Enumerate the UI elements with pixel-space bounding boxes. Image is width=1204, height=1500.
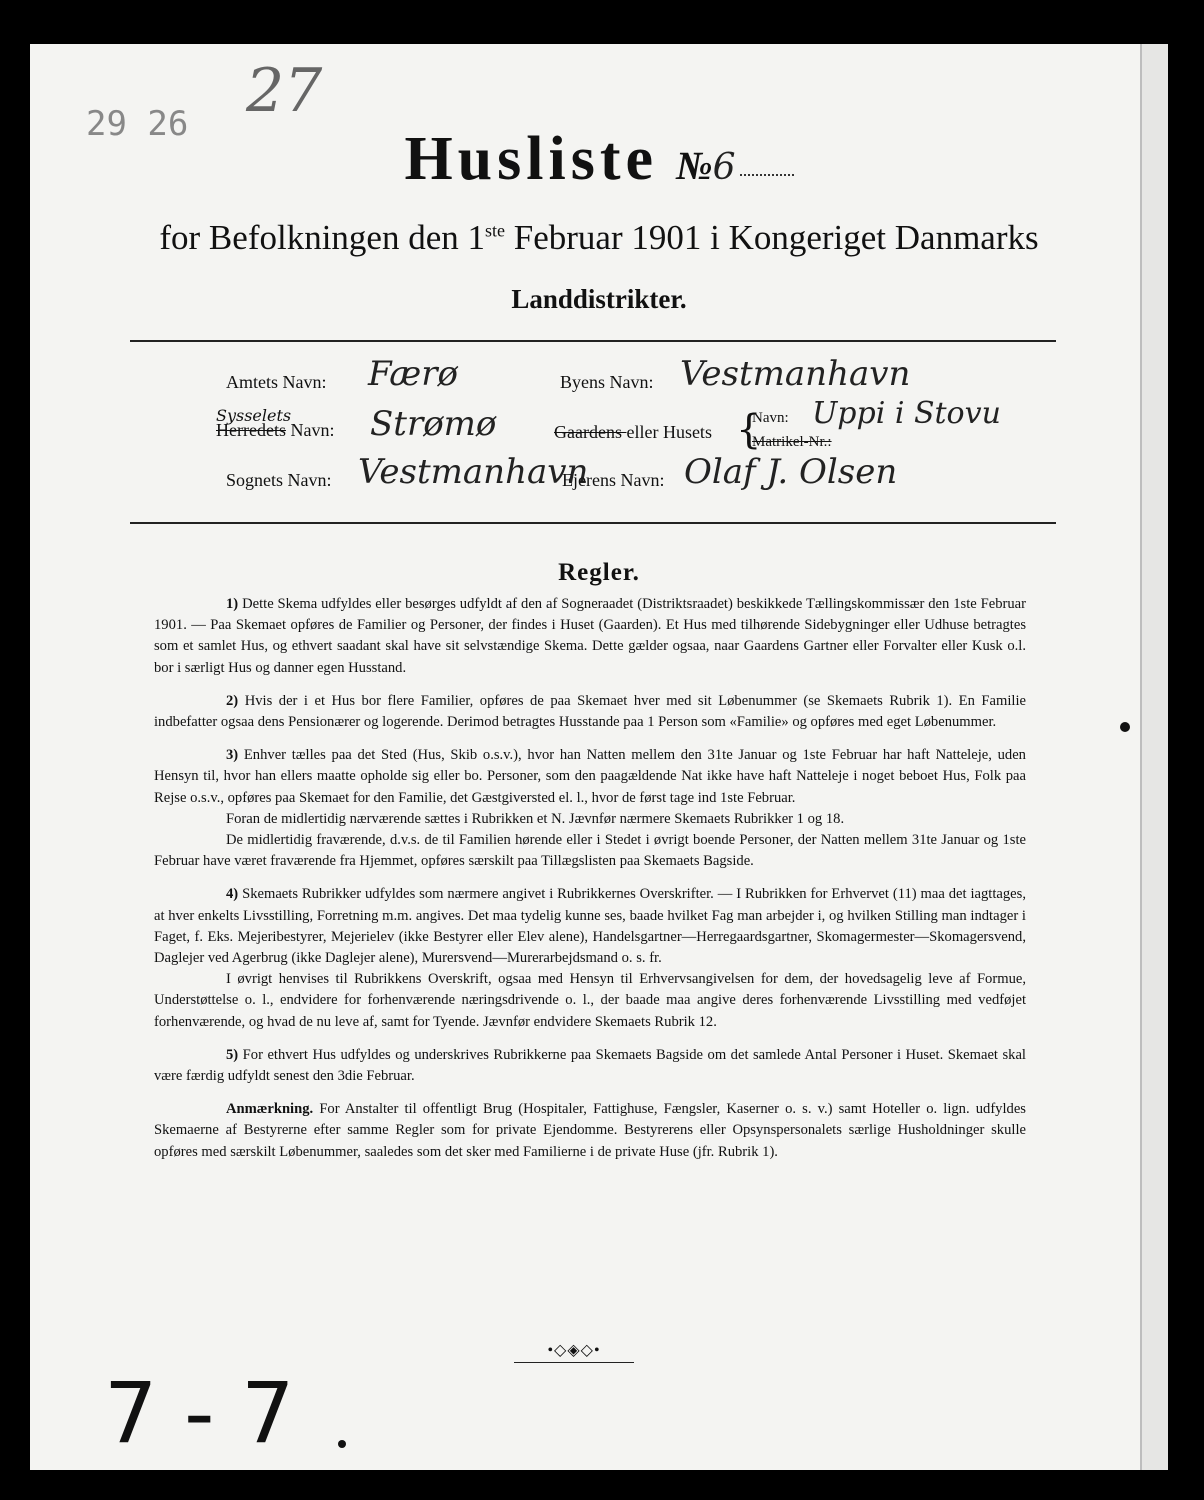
ejer-label: Ejerens Navn: bbox=[562, 470, 665, 490]
handwritten-archive-number: 27 bbox=[246, 56, 323, 126]
district-label: Landdistrikter. bbox=[511, 284, 687, 314]
number-mark: № bbox=[676, 143, 713, 188]
rule-3-c: De midlertidig fraværende, d.v.s. de til Familien hørende eller i Stedet i øvrigt boende Personer, der Natten mellem 31te Januar og 1ste Februar have været fraværende fra Hjemmet, opføres særskilt paa Tillægslisten paa Skemaets Bagside. bbox=[154, 832, 1026, 870]
by-label: Byens Navn: bbox=[560, 372, 654, 392]
ornament-line bbox=[514, 1362, 634, 1363]
herred-label: Herredets Navn: bbox=[216, 420, 335, 440]
house-number: 6 bbox=[712, 147, 736, 188]
husets-navn-label: Navn: bbox=[752, 410, 789, 426]
matrikel-label: Matrikel-Nr.: bbox=[752, 434, 832, 450]
ink-dot-bottom bbox=[338, 1440, 346, 1448]
form-subtitle: for Befolkningen den 1ste Februar 1901 i Kongeriget Danmarks bbox=[159, 218, 1039, 257]
herred-correction: Sysselets bbox=[216, 406, 292, 425]
amt-value: Færø bbox=[368, 354, 458, 394]
sogn-value: Vestmanhavn bbox=[358, 452, 589, 492]
ejer-value: Olaf J. Olsen bbox=[684, 452, 898, 492]
bottom-divider bbox=[130, 522, 1056, 524]
gaard-label: Gaardens eller Husets bbox=[554, 422, 712, 442]
herred-value: Strømø bbox=[370, 404, 497, 444]
rule-1: 1) Dette Skema udfyldes eller besørges udfyldt af den af Sogneraadet (Distriktsraadet) beskikkede Tællingskommissær den 1ste Februar 1901. — Paa Skemaet opføres de Familier og Personer, der findes i Huset (Gaarden). Et Hus med tilhørende Sidebygninger eller Udhuse betragtes som et samlet Hus, og ethvert saadant skal have sit selvstændige Skema. Dette gælder ogsaa, naar Gaardens Gartner eller Forvalter eller Kusk o.l. bor i særligt Hus og danner egen Husstand. bbox=[154, 596, 1026, 676]
ornament: •◇◈◇• bbox=[547, 1342, 601, 1359]
number-dotted-line bbox=[740, 174, 794, 176]
rule-3-b: Foran de midlertidig nærværende sættes i Rubrikken et N. Jævnfør nærmere Skemaets Rubrikker 1 og 18. bbox=[226, 810, 845, 827]
title-row bbox=[30, 124, 1168, 195]
form-title: Husliste bbox=[404, 125, 659, 193]
note: Anmærkning. For Anstalter til offentligt Brug (Hospitaler, Fattighuse, Fængsler, Kaserner o. s. v.) samt Hoteller o. lign. udfyldes Skemaerne af Bestyrerne efter samme Regler som for private Ejendomme. Bestyrerens eller Opsynspersonalets særlige Husholdninger skulle opføres med særskilt Løbenummer, saaledes som det sker med Familierne i de private Huse (jfr. Rubrik 1). bbox=[154, 1101, 1026, 1160]
by-value: Vestmanhavn bbox=[680, 354, 911, 394]
top-divider bbox=[130, 340, 1056, 342]
rule-2: 2) Hvis der i et Hus bor flere Familier, opføres de paa Skemaet hver med sit Løbenummer (se Skemaets Rubrik 1). En Familie indbefatter ogsaa dens Pensionærer og logerende. Derimod betragtes Husstande paa 1 Person som «Familie» og opføres med eget Løbenummer. bbox=[154, 692, 1026, 731]
census-form-page bbox=[30, 44, 1168, 1470]
rule-4-b: I øvrigt henvises til Rubrikkens Overskrift, ogsaa med Hensyn til Erhvervsangivelsen for dem, der hovedsagelig leve af Formue, Understøttelse o. l., endvidere for forhenværende næringsdrivende o. l., der baade maa angive deres forhenværende Livsstilling med vedføjet forhenværende, og hvad de nu leve af, samt for Tyende. Jævnfør endvidere Skemaets Rubrik 12. bbox=[154, 971, 1026, 1030]
rules-text bbox=[154, 594, 1026, 1175]
archive-stamp: 29 26 bbox=[86, 104, 189, 144]
rules-heading: Regler. bbox=[558, 559, 640, 586]
husets-navn-value: Uppi i Stovu bbox=[812, 396, 1001, 431]
rule-5: 5) For ethvert Hus udfyldes og underskrives Rubrikkerne paa Skemaets Bagside om det samlede Antal Personer i Huset. Skemaet skal være færdig udfyldt senest den 3die Februar. bbox=[154, 1046, 1026, 1085]
rule-3: 3) Enhver tælles paa det Sted (Hus, Skib o.s.v.), hvor han Natten mellem den 31te Januar og 1ste Februar har haft Natteleje, uden Hensyn til, hvor han ellers maatte opholde sig eller bo. Personer, som den paagældende Nat ikke have haft Natteleje i noget beboet Hus, Folk paa Rejse o.s.v., opføres paa Skemaet for den Familie, det Gæstgiversted el. l., hvor de først tage ind 1ste Februar. bbox=[154, 747, 1026, 806]
handwritten-page-note: 7 - 7 bbox=[104, 1364, 295, 1462]
ink-dot bbox=[1120, 722, 1130, 732]
rule-4: 4) Skemaets Rubrikker udfyldes som nærmere angivet i Rubrikkernes Overskrifter. — I Rubrikken for Erhvervet (11) maa det iagttages, at hver enkelts Livsstilling, Forretning m.m. angives. Det maa tydelig kunne ses, baade hvilket Fag man arbejder i, og hvilken Stilling man indtager i Faget, f. Eks. Mejeribestyrer, Mejerielev (ikke Bestyrer eller Elev alene), Handelsgartner—Herregaardsgartner, Skomagermester—Skomagersvend, Daglejer ved Agerbrug (ikke Daglejer alene), Murersvend—Murerarbejdsmand o. s. fr. bbox=[154, 886, 1026, 967]
sogn-label: Sognets Navn: bbox=[226, 470, 332, 490]
field-brace: { bbox=[736, 407, 762, 453]
amt-label: Amtets Navn: bbox=[226, 372, 327, 392]
